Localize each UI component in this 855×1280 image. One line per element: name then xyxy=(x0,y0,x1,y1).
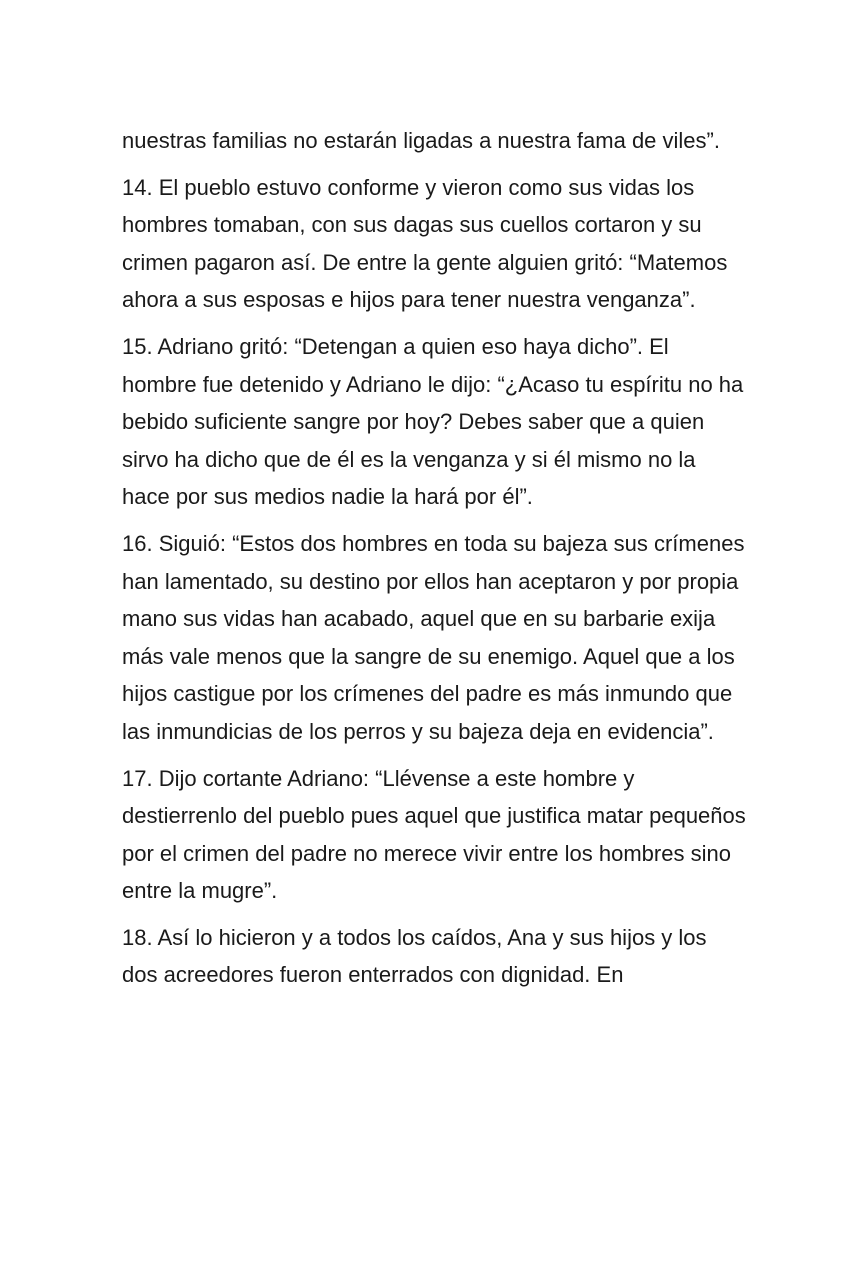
paragraph-18: 18. Así lo hicieron y a todos los caídos, Ana y sus hijos y los dos acreedores fueron enterrados con dignidad. En xyxy=(122,924,707,988)
paragraph-15: 15. Adriano gritó: “Detengan a quien eso haya dicho”. El hombre fue detenido y Adriano le dijo: “¿Acaso tu espíritu no ha bebido suficiente sangre por hoy? Debes saber que a quien sirvo ha dicho que de él es la venganza y si él mismo no la hace por sus medios nadie la hará por él”. xyxy=(122,333,744,510)
paragraph-17: 17. Dijo cortante Adriano: “Llévense a este hombre y destierrenlo del pueblo pues aquel que justifica matar pequeños por el crimen del padre no merece vivir entre los hombres sino entre la mugre”. xyxy=(122,765,746,904)
paragraph-continuation: nuestras familias no estarán ligadas a nuestra fama de viles”. xyxy=(122,128,720,153)
body-text xyxy=(122,122,747,994)
paragraph-16: 16. Siguió: “Estos dos hombres en toda su bajeza sus crímenes han lamentado, su destino por ellos han aceptaron y por propia mano sus vidas han acabado, aquel que en su barbarie exija más vale menos que la sangre de su enemigo. Aquel que a los hijos castigue por los crímenes del padre es más inmundo que las inmundicias de los perros y su bajeza deja en evidencia”. xyxy=(122,530,745,744)
paragraph-14: 14. El pueblo estuvo conforme y vieron como sus vidas los hombres tomaban, con sus dagas sus cuellos cortaron y su crimen pagaron así. De entre la gente alguien gritó: “Matemos ahora a sus esposas e hijos para tener nuestra venganza”. xyxy=(122,174,728,313)
